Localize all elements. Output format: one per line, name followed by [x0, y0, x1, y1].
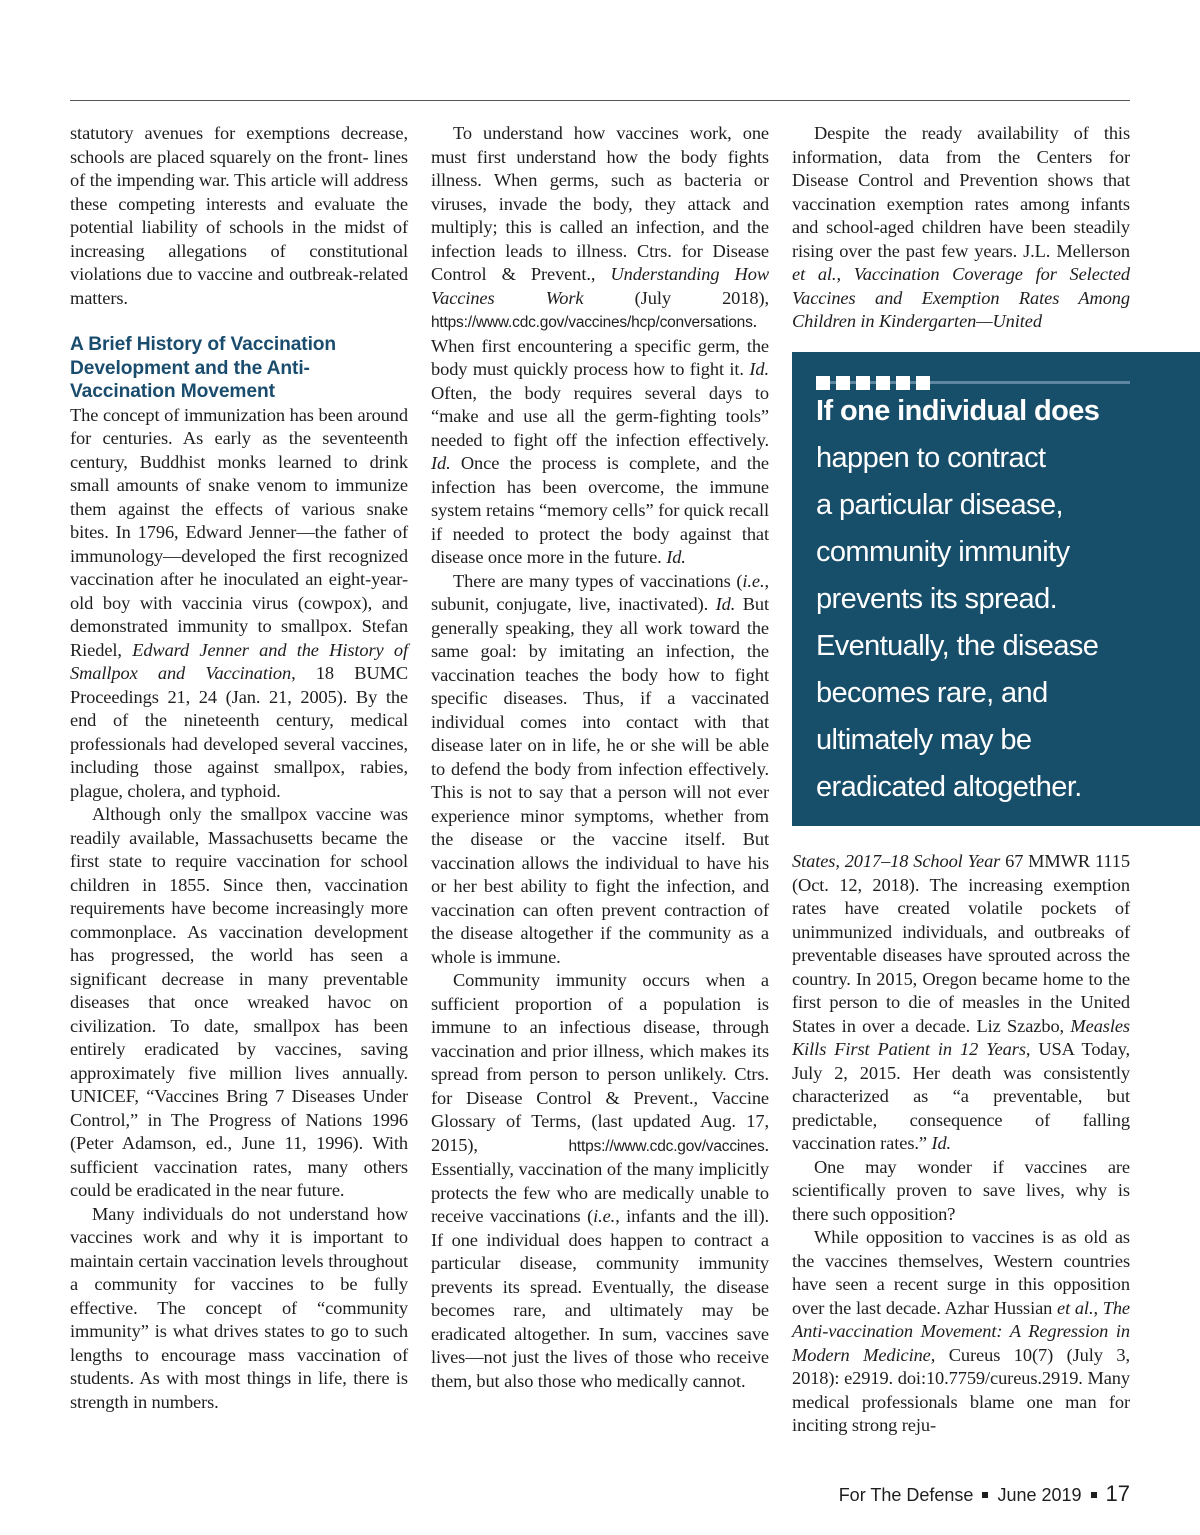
column-3-top	[792, 122, 1130, 334]
column-1	[70, 122, 408, 1414]
separator-square-icon	[982, 1492, 988, 1498]
page-footer	[839, 1481, 1130, 1507]
pull-quote-line: ultimately may be	[816, 724, 1032, 756]
pull-quote-line: a particular disease,	[816, 489, 1063, 521]
pull-quote-line: prevents its spread.	[816, 583, 1058, 615]
cdc-vaccines-link[interactable]: https://www.cdc.gov/vaccines	[568, 1137, 765, 1155]
history-paragraph-1: The concept of immunization has been around for centuries. As early as the seventeenth century, Buddhist monks learned to drink small amounts of snake venom to immunize them against the effects of various snake bites. In 1796, Edward Jenner—the father of immunology—developed the first recognized vaccination after he inoculated an eight-year-old boy with vaccinia virus (cowpox), and demonstrated immunity to smallpox. Stefan Riedel, Edward Jenner and the History of Smallpox and Vaccination, 18 BUMC Proceedings 21, 24 (Jan. 21, 2005). By the end of the nineteenth century, medical professionals had developed several vaccines, including those against smallpox, rabies, plague, cholera, and typhoid.	[70, 404, 408, 801]
pull-quote-line: community immunity	[816, 536, 1070, 568]
opposition-history-paragraph: While opposition to vaccines is as old as the vaccines themselves, Western countries have seen a recent surge in this opposition over the last decade. Azhar Hussian et al., The Anti-vaccination Movement: A Regression in Modern Medicine, Cureus 10(7) (July 3, 2018): e2919. doi:10.7759/cureus.2919. Many medical professionals blame one man for inciting strong reju-	[792, 1227, 1130, 1435]
exemption-rates-paragraph-cont: States, 2017–18 School Year 67 MMWR 1115 (Oct. 12, 2018). The increasing exemption rates have created volatile pockets of unimmunized individuals, and outbreaks of preventable diseases have sprouted across the country. In 2015, Oregon became home to the first person to die of measles in the United States in over a decade. Liz Szazbo, Measles Kills First Patient in 12 Years, USA Today, July 2, 2015. Her death was consistently characterized as “a preventable, but predictable, consequence of falling vaccination rates.” Id.	[792, 851, 1130, 1153]
pull-quote-line: becomes rare, and	[816, 677, 1048, 709]
section-heading: A Brief History of Vaccination Development and the Anti-Vaccination Movement	[70, 334, 337, 402]
publication-name: For The Defense	[838, 1485, 974, 1505]
how-vaccines-work-paragraph: To understand how vaccines work, one must first understand how the body fights illness. When germs, such as bacteria or viruses, invade the body, they attack and multiply; this is called an infection, and the infection leads to illness. Ctrs. for Disease Control & Prevent., Understanding How Vaccines Work (July 2018), https://www.cdc.gov/vaccines/hcp/conversations. When first encountering a specific germ, the body must quickly process how to fight it. Id. Often, the body requires several days to “make and use all the germ-fighting tools” needed to fight off the infection effectively. Id. Once the process is complete, and the infection has been overcome, the immune system retains “memory cells” for quick recall if needed to protect the body against that disease once more in the future. Id.	[431, 123, 770, 567]
page-number: 17	[1105, 1481, 1130, 1506]
pull-quote-line: happen to contract	[816, 442, 1046, 474]
pull-quote-text	[816, 388, 1186, 811]
types-of-vaccinations-paragraph: There are many types of vaccinations (i.e., subunit, conjugate, live, inactivated). Id. But generally speaking, they all work toward the same goal: by imitating an infection, the vaccination teaches the body how to fight specific diseases. Thus, if a vaccinated individual comes into contact with that disease later on in life, he or she will be able to defend the body from infection effectively. This is not to say that a person will not ever experience minor symptoms, whether from the disease or the vaccine itself. But vaccination allows the individual to have his or her best ability to fight the infection, and vaccination can often prevent contraction of the disease altogether if the community as a whole is immune.	[431, 570, 770, 967]
cdc-url-link[interactable]: https://www.cdc.gov/vaccines/hcp/conversations	[431, 314, 753, 331]
history-paragraph-2: Although only the smallpox vaccine was readily available, Massachusetts became the first state to require vaccination for school children in 1855. Since then, vaccination requirements have become increasingly more commonplace. As vaccination development has progressed, the world has seen a significant decrease in many preventable diseases that once wreaked havoc on civilization. To date, smallpox has been entirely eradicated by vaccines, saving approximately five million lives annually. UNICEF, “Vaccines Bring 7 Diseases Under Control,” in The Progress of Nations 1996 (Peter Adamson, ed., June 11, 1996). With sufficient vaccination rates, many others could be eradicated in the near future.	[70, 804, 408, 1200]
pull-quote-line: Eventually, the disease	[816, 630, 1099, 662]
issue-date: June 2019	[997, 1485, 1082, 1505]
column-3-bottom	[792, 850, 1130, 1438]
exemption-rates-paragraph-start: Despite the ready availability of this information, data from the Centers for Disease Control and Prevention shows that vaccination exemption rates among infants and school-aged children have been steadily rising over the past few years. J.L. Mellerson et al., Vaccination Coverage for Selected Vaccines and Exemption Rates Among Children in Kindergarten—United	[792, 123, 1130, 331]
community-immunity-paragraph: Community immunity occurs when a sufficient proportion of a population is immune to an infectious disease, through vaccination and prior illness, which makes its spread from person to person unlikely. Ctrs. for Disease Control & Prevent., Vaccine Glossary of Terms, (last updated Aug. 17, 2015), https://www.cdc.gov/vaccines. Essentially, vaccination of the many implicitly protects the few who are medically unable to receive vaccinations (i.e., infants and the ill). If one individual does happen to contract a particular disease, community immunity prevents its spread. Eventually, the disease becomes rare, and ultimately may be eradicated altogether. In sum, vaccines save lives—not just the lives of those who receive them, but also those who medically cannot.	[431, 970, 769, 1391]
column-2	[431, 122, 769, 1393]
opposition-question-paragraph: One may wonder if vaccines are scientifically proven to save lives, why is there such opposition?	[792, 1156, 1130, 1224]
pull-quote-line: If one individual does	[816, 395, 1100, 427]
pull-quote	[792, 352, 1200, 826]
top-rule	[70, 100, 1130, 101]
separator-square-icon	[1091, 1492, 1097, 1498]
intro-paragraph: statutory avenues for exemptions decrease, schools are placed squarely on the front- lines of the impending war. This article will address these competing interests and evaluate the potential liability of schools in the midst of increasing allegations of constitutional violations due to vaccine and outbreak-related matters.	[70, 123, 408, 308]
pull-quote-line: eradicated altogether.	[816, 771, 1082, 803]
history-paragraph-3: Many individuals do not understand how vaccines work and why it is important to maintain certain vaccination levels throughout a community for vaccines to be fully effective. The concept of “community immunity” is what drives states to go to such lengths to encourage mass vaccination of students. As with most things in life, there is strength in numbers.	[70, 1203, 408, 1412]
